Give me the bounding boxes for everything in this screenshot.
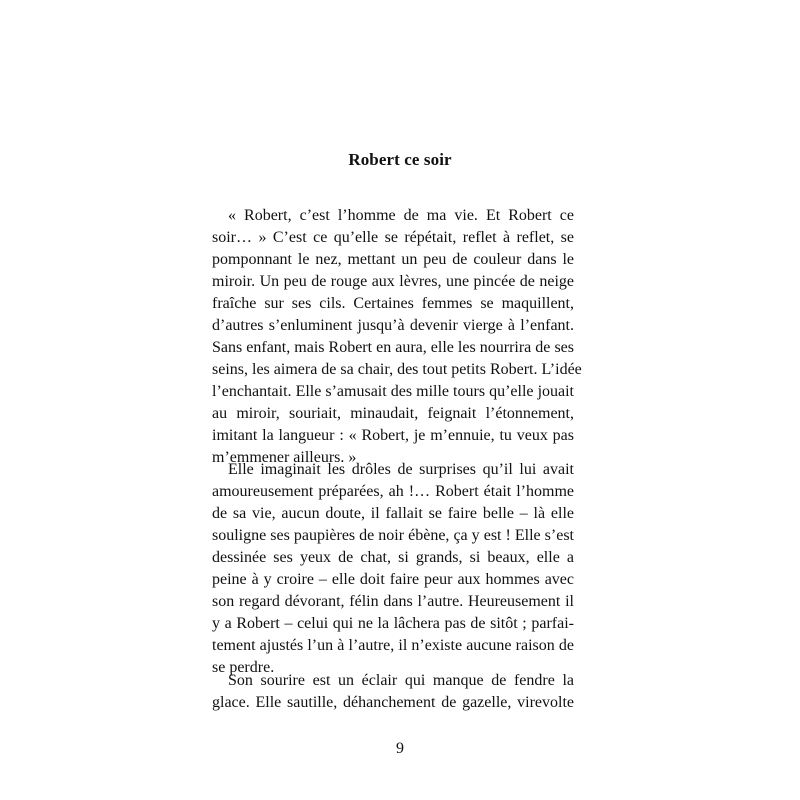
text-line: y a Robert – celui qui ne la lâchera pas de sitôt ; parfai- — [212, 615, 574, 632]
text-line: son regard dévorant, félin dans l’autre. Heureusement il — [212, 593, 574, 610]
text-line: fraîche sur ses cils. Certaines femmes se maquillent, — [212, 295, 574, 312]
text-line: glace. Elle sautille, déhanchement de gazelle, virevolte — [212, 694, 574, 711]
text-line: l’enchantait. Elle s’amusait des mille tours qu’elle jouait — [212, 383, 574, 400]
text-line: au miroir, souriait, minaudait, feignait l’étonnement, — [212, 405, 574, 422]
paragraph-1 — [212, 205, 582, 469]
chapter-title: Robert ce soir — [348, 150, 452, 169]
text-line: « Robert, c’est l’homme de ma vie. Et Robert ce — [228, 207, 574, 224]
text-line: miroir. Un peu de rouge aux lèvres, une pincée de neige — [212, 273, 574, 290]
text-line: souligne ses paupières de noir ébène, ça y est ! Elle s’est — [212, 527, 574, 544]
text-line: peine à y croire – elle doit faire peur aux hommes avec — [212, 571, 574, 588]
text-line: seins, les aimera de sa chair, des tout petits Robert. L’idée — [212, 361, 582, 378]
text-line: Sans enfant, mais Robert en aura, elle les nourrira de ses — [212, 339, 574, 356]
text-line: tement ajustés l’un à l’autre, il n’existe aucune raison de — [212, 637, 574, 654]
text-line: pomponnant le nez, mettant un peu de couleur dans le — [212, 251, 574, 268]
text-line: de sa vie, aucun doute, il fallait se faire belle – là elle — [212, 505, 574, 522]
text-line: d’autres s’enluminent jusqu’à devenir vierge à l’enfant. — [212, 317, 574, 334]
text-line: m’emmener ailleurs. » — [212, 449, 357, 466]
text-line: amoureusement préparées, ah !… Robert était l’homme — [212, 483, 574, 500]
paragraph-3 — [212, 670, 574, 714]
text-line: se perdre. — [212, 659, 275, 676]
text-line: Son sourire est un éclair qui manque de fendre la — [228, 672, 574, 689]
page-number: 9 — [396, 740, 404, 757]
text-line: imitant la langueur : « Robert, je m’ennuie, tu veux pas — [212, 427, 574, 444]
text-line: dessinée ses yeux de chat, si grands, si beaux, elle a — [212, 549, 574, 566]
text-line: soir… » C’est ce qu’elle se répétait, reflet à reflet, se — [212, 229, 574, 246]
paragraph-2 — [212, 459, 574, 679]
text-line: Elle imaginait les drôles de surprises qu’il lui avait — [228, 461, 574, 478]
